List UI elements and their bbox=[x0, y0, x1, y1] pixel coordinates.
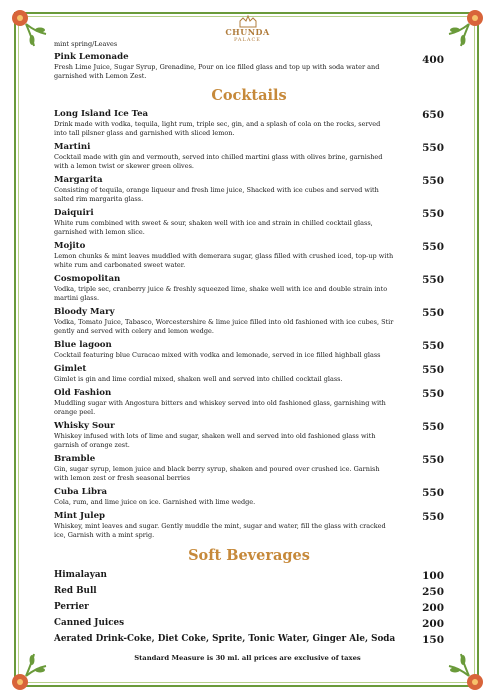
menu-item bbox=[54, 618, 444, 634]
item-price: 550 bbox=[422, 487, 444, 500]
item-desc: Lemon chunks & mint leaves muddled with demerara sugar, glass filled with crushed iced, top-up with white rum and carbonated sweet water. bbox=[54, 252, 394, 270]
soft-beverage-list bbox=[54, 570, 444, 650]
cocktail-list bbox=[54, 109, 444, 543]
item-price: 150 bbox=[422, 634, 444, 647]
menu-item bbox=[54, 340, 444, 364]
item-price: 250 bbox=[422, 586, 444, 599]
section-heading-cocktails: Cocktails bbox=[211, 87, 287, 105]
menu-item bbox=[54, 208, 444, 241]
item-price: 550 bbox=[422, 142, 444, 155]
item-title: Blue lagoon bbox=[54, 340, 112, 351]
item-price: 550 bbox=[422, 421, 444, 434]
item-title: Mint Julep bbox=[54, 511, 106, 522]
item-price: 550 bbox=[422, 175, 444, 188]
item-price: 200 bbox=[422, 602, 444, 615]
item-desc: Cola, rum, and lime juice on ice. Garnished with lime wedge. bbox=[54, 498, 256, 507]
item-price: 550 bbox=[422, 208, 444, 221]
logo-sub: PALACE bbox=[234, 37, 261, 43]
menu-item bbox=[54, 175, 444, 208]
item-desc: Vodka, triple sec, cranberry juice & freshly squeezed lime, shake well with ice and double strain into martini glass. bbox=[54, 285, 388, 303]
item-price: 550 bbox=[422, 454, 444, 467]
item-title: Canned Juices bbox=[54, 618, 125, 629]
menu-item bbox=[54, 487, 444, 511]
item-price: 650 bbox=[422, 109, 444, 122]
item-desc: Drink made with vodka, tequila, light rum, triple sec, gin, and a splash of cola on the rocks, served into tall pilsner glass and garnished with sliced lemon. bbox=[54, 120, 381, 138]
item-title: Gimlet bbox=[54, 364, 87, 375]
item-desc: Cocktail featuring blue Curacao mixed with vodka and lemonade, served in ice filled highball glass bbox=[54, 351, 381, 360]
item-desc: Consisting of tequila, orange liqueur and fresh lime juice, Shacked with ice cubes and served with salted rim margarita glass. bbox=[54, 186, 379, 204]
item-desc: White rum combined with sweet & sour, shaken well with ice and strain in chilled cocktail glass, garnished with lemon slice. bbox=[54, 219, 373, 237]
item-title: Cuba Libra bbox=[54, 487, 108, 498]
item-desc: Fresh Lime Juice, Sugar Syrup, Grenadine, Pour on ice filled glass and top up with soda water and garnished with Lemon Zest. bbox=[54, 62, 380, 80]
item-title: Cosmopolitan bbox=[54, 274, 121, 285]
menu-item bbox=[54, 388, 444, 421]
item-title: Bramble bbox=[54, 454, 96, 465]
item-title: Long Island Ice Tea bbox=[54, 109, 149, 120]
item-desc: Muddling sugar with Angostura bitters and whiskey served into old fashioned glass, garnishing with orange peel. bbox=[54, 399, 386, 417]
item-desc: Vodka, Tomato Juice, Tabasco, Worcestershire & lime juice filled into old fashioned with ice cubes, Stir gently and served with celery and lemon wedge. bbox=[54, 318, 394, 336]
menu-item bbox=[54, 602, 444, 618]
menu-item bbox=[54, 454, 444, 487]
item-desc: Whiskey infused with lots of lime and sugar, shaken well and served into old fashioned glass with garnish of orange zest. bbox=[54, 432, 376, 450]
item-title: Aerated Drink-Coke, Diet Coke, Sprite, Tonic Water, Ginger Ale, Soda bbox=[54, 634, 396, 645]
footer-note: Standard Measure is 30 ml. all prices are exclusive of taxes bbox=[134, 654, 361, 662]
item-desc: Cocktail made with gin and vermouth, served into chilled martini glass with olives brine, garnished with a lemon twist or skewer green olives. bbox=[54, 153, 383, 171]
item-price: 550 bbox=[422, 274, 444, 287]
item-price: 550 bbox=[422, 511, 444, 524]
item-title: Mojito bbox=[54, 241, 86, 252]
menu-item bbox=[54, 241, 444, 274]
item-title: Martini bbox=[54, 142, 91, 153]
item-desc: Gimlet is gin and lime cordial mixed, shaken well and served into chilled cocktail glass. bbox=[54, 375, 343, 384]
intro-line: mint spring/Leaves bbox=[54, 40, 118, 48]
item-title: Himalayan bbox=[54, 570, 107, 581]
item-price: 550 bbox=[422, 241, 444, 254]
menu-item-pink-lemonade bbox=[54, 52, 444, 81]
menu-item bbox=[54, 570, 444, 586]
item-desc: Whiskey, mint leaves and sugar. Gently muddle the mint, sugar and water, fill the glass with cracked ice, Garnish with a mint sprig. bbox=[54, 522, 386, 540]
menu-item bbox=[54, 307, 444, 340]
menu-item bbox=[54, 109, 444, 142]
menu-content bbox=[54, 38, 444, 650]
item-title: Whisky Sour bbox=[54, 421, 115, 432]
item-price: 550 bbox=[422, 340, 444, 353]
item-price: 550 bbox=[422, 364, 444, 377]
item-price: 400 bbox=[422, 53, 444, 66]
item-price: 550 bbox=[422, 388, 444, 401]
menu-item bbox=[54, 142, 444, 175]
item-title: Red Bull bbox=[54, 586, 97, 597]
item-price: 550 bbox=[422, 307, 444, 320]
section-heading-soft-beverages: Soft Beverages bbox=[188, 547, 310, 565]
menu-item bbox=[54, 364, 444, 388]
palace-logo-icon bbox=[238, 14, 258, 28]
item-title: Margarita bbox=[54, 175, 103, 186]
menu-item bbox=[54, 421, 444, 454]
menu-item bbox=[54, 274, 444, 307]
logo-name: CHUNDA bbox=[225, 27, 270, 37]
item-title: Daiquiri bbox=[54, 208, 94, 219]
menu-item bbox=[54, 586, 444, 602]
item-title: Bloody Mary bbox=[54, 307, 115, 318]
item-title: Old Fashion bbox=[54, 388, 112, 399]
menu-item bbox=[54, 511, 444, 543]
item-title: Pink Lemonade bbox=[54, 51, 129, 62]
item-desc: Gin, sugar syrup, lemon juice and black berry syrup, shaken and poured over crushed ice. Garnish with lemon zest or fresh seasonal berries bbox=[54, 465, 380, 483]
item-title: Perrier bbox=[54, 602, 89, 613]
item-price: 100 bbox=[422, 570, 444, 583]
menu-item bbox=[54, 634, 444, 650]
item-price: 200 bbox=[422, 618, 444, 631]
